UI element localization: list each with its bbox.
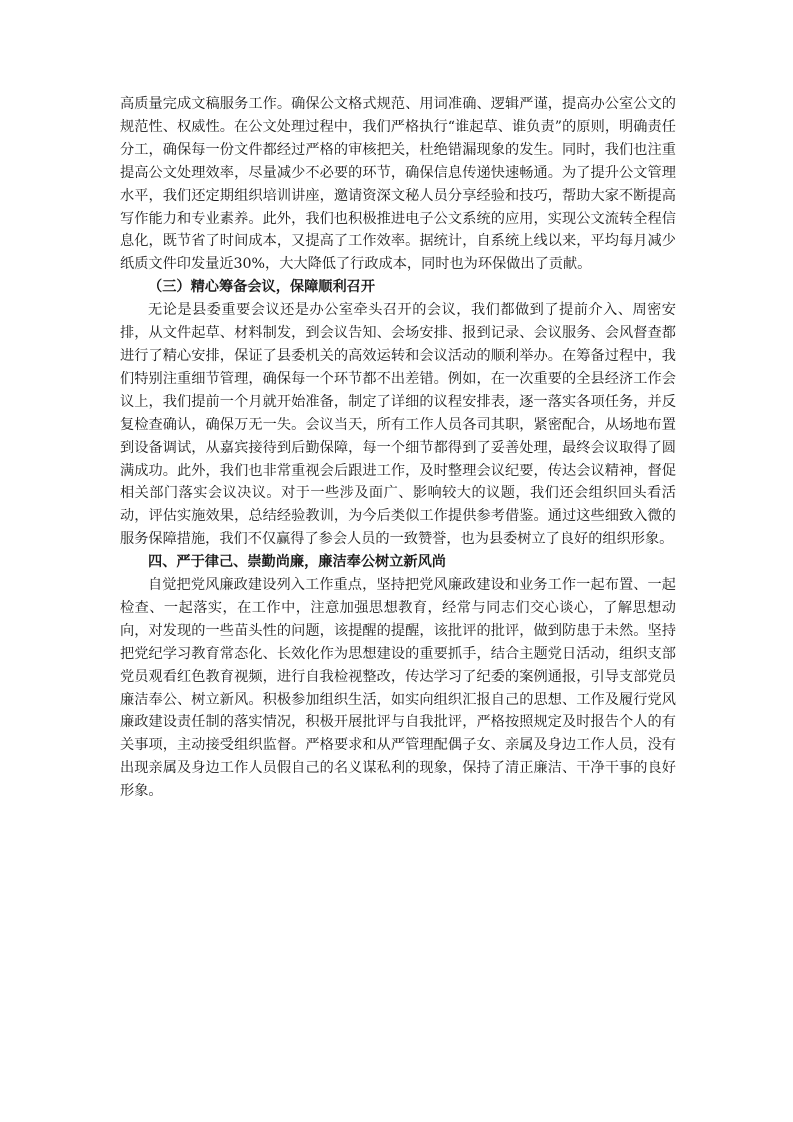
section-heading-integrity: 四、严于律己、崇勤尚廉，廉洁奉公树立新风尚 bbox=[148, 554, 446, 571]
paragraph-meeting-preparation: 无论是县委重要会议还是办公室牵头召开的会议，我们都做到了提前介入、周密安排，从文件起草、材料制发，到会议告知、会场安排、报到记录、会议服务、会风督查都进行了精心安排，保证了县委机关的高效运转和会议活动的顺利举办。在筹备过程中，我们特别注重细节管理，确保每一个环节都不出差错。例如，在一次重要的全县经济工作会议上，我们提前一个月就开始准备，制定了详细的议程安排表，逐一落实各项任务，并反复检查确认，确保万无一失。会议当天，所有工作人员各司其职，紧密配合，从场地布置到设备调试，从嘉宾接待到后勤保障，每一个细节都得到了妥善处理，最终会议取得了圆满成功。此外，我们也非常重视会后跟进工作，及时整理会议纪要，传达会议精神，督促相关部门落实会议决议。对于一些涉及面广、影响较大的议题，我们还会组织回头看活动，评估实施效果，总结经验教训，为今后类似工作提供参考借鉴。通过这些细致入微的服务保障措施，我们不仅赢得了参会人员的一致赞誉，也为县委树立了良好的组织形象。 bbox=[120, 302, 676, 548]
paragraph-integrity: 自觉把党风廉政建设列入工作重点，坚持把党风廉政建设和业务工作一起布置、一起检查、一起落实，在工作中，注意加强思想教育，经常与同志们交心谈心，了解思想动向，对发现的一些苗头性的问题，该提醒的提醒，该批评的批评，做到防患于未然。坚持把党纪学习教育常态化、长效化作为思想建设的重要抓手，结合主题党日活动，组织支部党员观看红色教育视频，进行自我检视整改，传达学习了纪委的案例通报，引导支部党员廉洁奉公、树立新风。积极参加组织生活，如实向组织汇报自己的思想、工作及履行党风廉政建设责任制的落实情况，积极开展批评与自我批评，严格按照规定及时报告个人的有关事项，主动接受组织监督。严格要求和从严管理配偶子女、亲属及身边工作人员，没有出现亲属及身边工作人员假自己的名义谋私利的现象，保持了清正廉洁、干净干事的良好形象。 bbox=[120, 577, 676, 800]
section-heading-meeting-preparation: （三）精心筹备会议，保障顺利召开 bbox=[148, 279, 376, 296]
paragraph-document-processing: 高质量完成文稿服务工作。确保公文格式规范、用词准确、逻辑严谨，提高办公室公文的规范性、权威性。在公文处理过程中，我们严格执行“谁起草、谁负责”的原则，明确责任分工，确保每一份文件都经过严格的审核把关，杜绝错漏现象的发生。同时，我们也注重提高公文处理效率，尽量减少不必要的环节，确保信息传递快速畅通。为了提升公文管理水平，我们还定期组织培训讲座，邀请资深文秘人员分享经验和技巧，帮助大家不断提高写作能力和专业素养。此外，我们也积极推进电子公文系统的应用，实现公文流转全程信息化，既节省了时间成本，又提高了工作效率。据统计，自系统上线以来，平均每月减少纸质文件印发量近30%，大大降低了行政成本，同时也为环保做出了贡献。 bbox=[120, 96, 676, 273]
document-page bbox=[120, 93, 676, 803]
